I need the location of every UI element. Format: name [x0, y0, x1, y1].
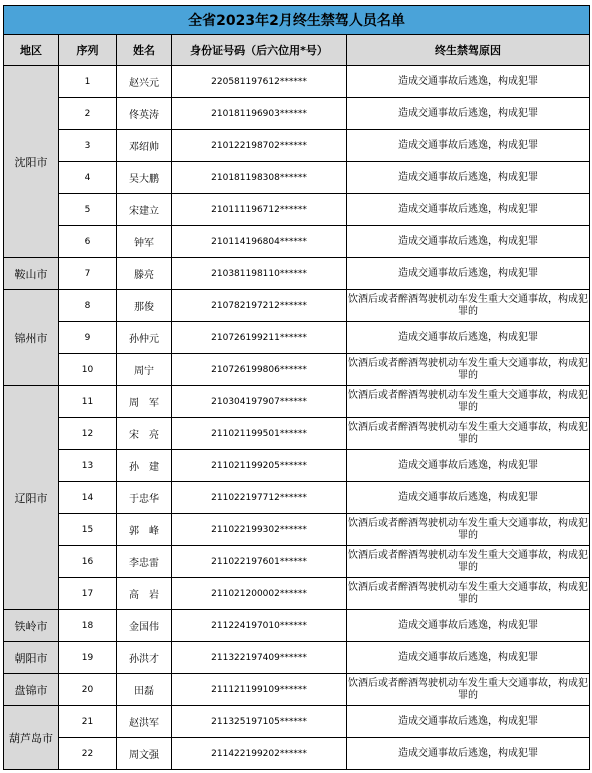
reason-cell[interactable]: 造成交通事故后逃逸，构成犯罪 [347, 322, 590, 354]
region-cell[interactable]: 辽阳市 [4, 386, 59, 610]
seq-cell[interactable]: 21 [59, 706, 117, 738]
table-row [4, 322, 590, 354]
name-cell[interactable]: 赵兴元 [117, 66, 172, 98]
reason-cell[interactable]: 造成交通事故后逃逸，构成犯罪 [347, 738, 590, 770]
region-cell[interactable]: 锦州市 [4, 290, 59, 386]
reason-cell[interactable]: 造成交通事故后逃逸，构成犯罪 [347, 162, 590, 194]
id-cell[interactable]: 211325197105****** [172, 706, 347, 738]
reason-cell[interactable]: 造成交通事故后逃逸，构成犯罪 [347, 450, 590, 482]
table-row [4, 674, 590, 706]
table-row [4, 578, 590, 610]
name-cell[interactable]: 钟军 [117, 226, 172, 258]
name-cell[interactable]: 邓绍帅 [117, 130, 172, 162]
banned-drivers-table [3, 5, 590, 770]
id-cell[interactable]: 210726199806****** [172, 354, 347, 386]
header-reason[interactable]: 终生禁驾原因 [347, 35, 590, 66]
seq-cell[interactable]: 14 [59, 482, 117, 514]
name-cell[interactable]: 周 军 [117, 386, 172, 418]
id-cell[interactable]: 210181198308****** [172, 162, 347, 194]
name-cell[interactable]: 孙仲元 [117, 322, 172, 354]
id-cell[interactable]: 211224197010****** [172, 610, 347, 642]
id-cell[interactable]: 211422199202****** [172, 738, 347, 770]
id-cell[interactable]: 210122198702****** [172, 130, 347, 162]
seq-cell[interactable]: 13 [59, 450, 117, 482]
region-cell[interactable]: 沈阳市 [4, 66, 59, 258]
table-row [4, 418, 590, 450]
id-cell[interactable]: 211021199501****** [172, 418, 347, 450]
header-id[interactable]: 身份证号码（后六位用*号） [172, 35, 347, 66]
id-cell[interactable]: 210782197212****** [172, 290, 347, 322]
name-cell[interactable]: 郭 峰 [117, 514, 172, 546]
id-cell[interactable]: 211022197601****** [172, 546, 347, 578]
name-cell[interactable]: 田磊 [117, 674, 172, 706]
table-row [4, 194, 590, 226]
header-name[interactable]: 姓名 [117, 35, 172, 66]
seq-cell[interactable]: 4 [59, 162, 117, 194]
seq-cell[interactable]: 18 [59, 610, 117, 642]
reason-cell[interactable]: 造成交通事故后逃逸，构成犯罪 [347, 610, 590, 642]
reason-cell[interactable]: 造成交通事故后逃逸，构成犯罪 [347, 482, 590, 514]
table-row [4, 514, 590, 546]
reason-cell[interactable]: 造成交通事故后逃逸，构成犯罪 [347, 706, 590, 738]
table-row [4, 354, 590, 386]
reason-cell[interactable]: 造成交通事故后逃逸，构成犯罪 [347, 130, 590, 162]
reason-cell[interactable]: 造成交通事故后逃逸，构成犯罪 [347, 66, 590, 98]
reason-cell[interactable]: 饮酒后或者醉酒驾驶机动车发生重大交通事故，构成犯罪的 [347, 546, 590, 578]
header-region[interactable]: 地区 [4, 35, 59, 66]
reason-cell[interactable]: 饮酒后或者醉酒驾驶机动车发生重大交通事故，构成犯罪的 [347, 514, 590, 546]
name-cell[interactable]: 那俊 [117, 290, 172, 322]
seq-cell[interactable]: 16 [59, 546, 117, 578]
name-cell[interactable]: 宋 亮 [117, 418, 172, 450]
seq-cell[interactable]: 15 [59, 514, 117, 546]
id-cell[interactable]: 211322197409****** [172, 642, 347, 674]
table-body [4, 66, 590, 770]
region-cell[interactable]: 朝阳市 [4, 642, 59, 674]
id-cell[interactable]: 210381198110****** [172, 258, 347, 290]
reason-cell[interactable]: 造成交通事故后逃逸，构成犯罪 [347, 226, 590, 258]
name-cell[interactable]: 吴大鹏 [117, 162, 172, 194]
table-row [4, 546, 590, 578]
seq-cell[interactable]: 2 [59, 98, 117, 130]
table-row [4, 98, 590, 130]
table-row [4, 450, 590, 482]
seq-cell[interactable]: 7 [59, 258, 117, 290]
table-row [4, 610, 590, 642]
seq-cell[interactable]: 20 [59, 674, 117, 706]
reason-cell[interactable]: 造成交通事故后逃逸，构成犯罪 [347, 642, 590, 674]
name-cell[interactable]: 孙洪才 [117, 642, 172, 674]
table-row [4, 738, 590, 770]
seq-cell[interactable]: 22 [59, 738, 117, 770]
seq-cell[interactable]: 1 [59, 66, 117, 98]
id-cell[interactable]: 211022199302****** [172, 514, 347, 546]
table-row [4, 642, 590, 674]
id-cell[interactable]: 211121199109****** [172, 674, 347, 706]
reason-cell[interactable]: 饮酒后或者醉酒驾驶机动车发生重大交通事故，构成犯罪的 [347, 354, 590, 386]
table-row [4, 162, 590, 194]
seq-cell[interactable]: 11 [59, 386, 117, 418]
name-cell[interactable]: 高 岩 [117, 578, 172, 610]
name-cell[interactable]: 孙 建 [117, 450, 172, 482]
region-cell[interactable]: 盘锦市 [4, 674, 59, 706]
seq-cell[interactable]: 5 [59, 194, 117, 226]
id-cell[interactable]: 211022197712****** [172, 482, 347, 514]
table-row [4, 706, 590, 738]
name-cell[interactable]: 周宁 [117, 354, 172, 386]
seq-cell[interactable]: 19 [59, 642, 117, 674]
reason-cell[interactable]: 饮酒后或者醉酒驾驶机动车发生重大交通事故，构成犯罪的 [347, 578, 590, 610]
seq-cell[interactable]: 17 [59, 578, 117, 610]
name-cell[interactable]: 李忠雷 [117, 546, 172, 578]
id-cell[interactable]: 210181196903****** [172, 98, 347, 130]
table-row [4, 66, 590, 98]
table-row [4, 258, 590, 290]
table-row [4, 290, 590, 322]
seq-cell[interactable]: 9 [59, 322, 117, 354]
reason-cell[interactable]: 造成交通事故后逃逸，构成犯罪 [347, 258, 590, 290]
name-cell[interactable]: 佟英涛 [117, 98, 172, 130]
table-row [4, 226, 590, 258]
header-seq[interactable]: 序列 [59, 35, 117, 66]
table-row [4, 130, 590, 162]
seq-cell[interactable]: 3 [59, 130, 117, 162]
reason-cell[interactable]: 造成交通事故后逃逸，构成犯罪 [347, 98, 590, 130]
region-cell[interactable]: 葫芦岛市 [4, 706, 59, 770]
id-cell[interactable]: 220581197612****** [172, 66, 347, 98]
seq-cell[interactable]: 12 [59, 418, 117, 450]
id-cell[interactable]: 210726199211****** [172, 322, 347, 354]
reason-cell[interactable]: 饮酒后或者醉酒驾驶机动车发生重大交通事故，构成犯罪的 [347, 386, 590, 418]
name-cell[interactable]: 于忠华 [117, 482, 172, 514]
seq-cell[interactable]: 10 [59, 354, 117, 386]
spreadsheet [3, 5, 589, 770]
name-cell[interactable]: 金国伟 [117, 610, 172, 642]
name-cell[interactable]: 宋建立 [117, 194, 172, 226]
name-cell[interactable]: 周文强 [117, 738, 172, 770]
table-title: 全省2023年2月终生禁驾人员名单 [4, 6, 590, 35]
id-cell[interactable]: 210114196804****** [172, 226, 347, 258]
header-row [4, 35, 590, 66]
reason-cell[interactable]: 造成交通事故后逃逸，构成犯罪 [347, 194, 590, 226]
table-row [4, 482, 590, 514]
region-cell[interactable]: 鞍山市 [4, 258, 59, 290]
reason-cell[interactable]: 饮酒后或者醉酒驾驶机动车发生重大交通事故，构成犯罪的 [347, 418, 590, 450]
seq-cell[interactable]: 6 [59, 226, 117, 258]
id-cell[interactable]: 210304197907****** [172, 386, 347, 418]
id-cell[interactable]: 211021200002****** [172, 578, 347, 610]
name-cell[interactable]: 赵洪军 [117, 706, 172, 738]
reason-cell[interactable]: 饮酒后或者醉酒驾驶机动车发生重大交通事故，构成犯罪的 [347, 674, 590, 706]
id-cell[interactable]: 211021199205****** [172, 450, 347, 482]
name-cell[interactable]: 滕亮 [117, 258, 172, 290]
table-row [4, 386, 590, 418]
region-cell[interactable]: 铁岭市 [4, 610, 59, 642]
id-cell[interactable]: 210111196712****** [172, 194, 347, 226]
seq-cell[interactable]: 8 [59, 290, 117, 322]
reason-cell[interactable]: 饮酒后或者醉酒驾驶机动车发生重大交通事故，构成犯罪的 [347, 290, 590, 322]
